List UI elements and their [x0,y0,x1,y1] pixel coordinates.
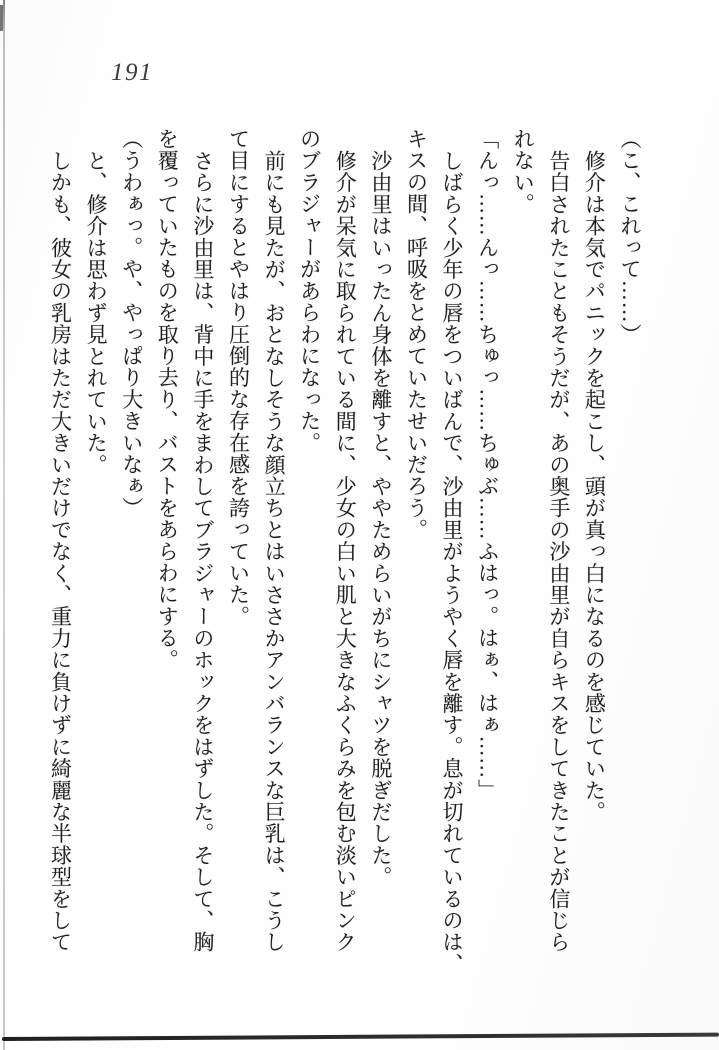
text-column: しかも、彼女の乳房はただ大きいだけでなく、重力に負けずに綺麗な半球型をして [48,149,73,953]
text-column: 修介は本気でパニックを起こし、頭が真っ白になるのを感じていた。 [582,149,607,823]
text-column: と、修介は思わず見とれていた。 [84,149,109,476]
scan-top-left-tick [0,5,3,31]
vertical-text-block [42,128,647,975]
text-column: （うわぁっ。や、やっぱり大きいなぁ） [119,128,144,519]
scan-bottom-edge-line [2,1033,719,1041]
text-column: れない。 [511,128,536,215]
text-column: 沙由里はいったん身体を離すと、ややためらいがちにシャツを脱ぎだした。 [368,149,393,888]
page-number: 191 [111,59,153,86]
text-column: キスの間、呼吸をとめていたせいだろう。 [404,128,429,541]
scan-left-edge-line [3,0,5,1050]
text-column: て目にするとやはり圧倒的な存在感を誇っていた。 [226,128,251,628]
text-column: しばらく少年の唇をついばんで、沙由里がようやく唇を離す。息が切れているのは、 [440,149,465,975]
text-column: （こ、これって……） [618,128,642,345]
text-column: を覆っていたものを取り去り、バストをあらわにする。 [155,128,180,671]
text-column: さらに沙由里は、背中に手をまわしてブラジャーのホックをはずした。そして、胸 [190,149,215,953]
text-column: のブラジャーがあらわになった。 [297,128,322,454]
text-column: 告白されたこともそうだが、あの奥手の沙由里が自らキスをしてきたことが信じら [546,149,571,953]
text-column: 「んっ……んっ……ちゅっ……ちゅぶ……ふはっ。はぁ、はぁ……」 [475,128,500,801]
text-column: 修介が呆気に取られている間に、少女の白い肌と大きなふくらみを包む淡いピンク [333,149,358,953]
text-column: 前にも見たが、おとなしそうな顔立ちとはいささかアンバランスな巨乳は、こうし [262,149,287,953]
